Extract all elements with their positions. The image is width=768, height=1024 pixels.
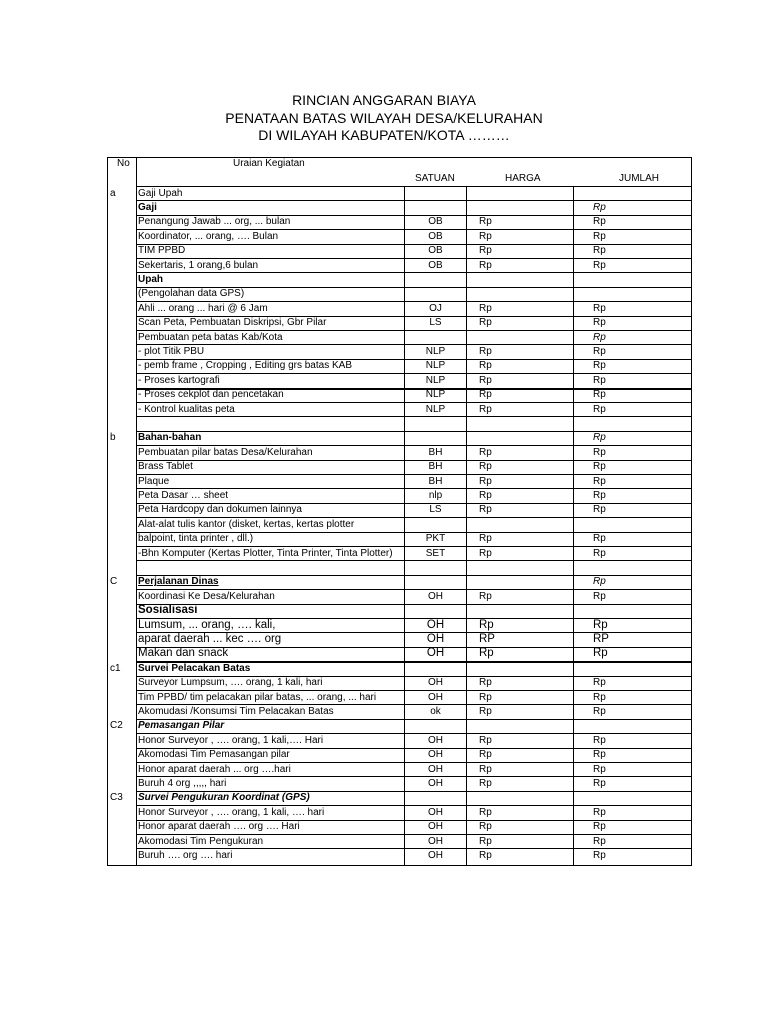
cell-uraian: aparat daerah ... kec …. org — [138, 632, 282, 645]
cell-jumlah: Rp — [593, 691, 606, 703]
cell-uraian: Pembuatan pilar batas Desa/Kelurahan — [138, 446, 313, 458]
cell-satuan: SET — [425, 547, 446, 559]
cell-satuan: NLP — [425, 374, 446, 386]
cell-uraian: - pemb frame , Cropping , Editing grs batas KAB — [138, 360, 352, 372]
cell-jumlah: Rp — [593, 590, 606, 602]
cell-harga: Rp — [479, 302, 492, 314]
cell-uraian: - Kontrol kualitas peta — [138, 403, 235, 415]
cell-satuan: ok — [430, 705, 441, 717]
cell-jumlah: Rp — [593, 777, 606, 789]
cell-harga: Rp — [479, 360, 492, 372]
cell-uraian: Pembuatan peta batas Kab/Kota — [138, 331, 283, 343]
cell-uraian: Peta Dasar … sheet — [138, 489, 229, 501]
cell-uraian: Honor aparat daerah …. org …. Hari — [138, 821, 300, 833]
cell-uraian: Sekertaris, 1 orang,6 bulan — [138, 259, 259, 271]
cell-jumlah: Rp — [593, 302, 606, 314]
cell-jumlah: Rp — [593, 504, 606, 516]
cell-uraian: Peta Hardcopy dan dokumen lainnya — [138, 504, 302, 516]
cell-satuan: OH — [428, 806, 443, 818]
cell-jumlah: Rp — [593, 201, 606, 213]
cell-uraian: - Proses cekplot dan pencetakan — [138, 389, 284, 401]
cell-satuan: OH — [428, 691, 443, 703]
cell-uraian: Buruh 4 org ,,,,, hari — [138, 777, 227, 789]
cell-harga: Rp — [479, 763, 492, 775]
cell-uraian: balpoint, tinta printer , dll.) — [138, 533, 254, 545]
cell-uraian: Makan dan snack — [138, 647, 229, 660]
cell-satuan: LS — [429, 504, 442, 516]
cell-jumlah: Rp — [593, 461, 606, 473]
cell-harga: Rp — [479, 446, 492, 458]
cell-harga: Rp — [479, 374, 492, 386]
cell-harga: Rp — [479, 835, 492, 847]
cell-jumlah: Rp — [593, 763, 606, 775]
cell-satuan: BH — [428, 446, 443, 458]
cell-harga: Rp — [479, 705, 492, 717]
cell-satuan: OH — [426, 618, 445, 631]
cell-jumlah: Rp — [593, 403, 606, 415]
cell-satuan: BH — [428, 475, 443, 487]
header-harga: HARGA — [505, 173, 541, 184]
cell-harga: Rp — [479, 533, 492, 545]
cell-satuan: OH — [426, 647, 445, 660]
cell-uraian: Gaji — [138, 201, 157, 213]
cell-no: c1 — [110, 662, 121, 674]
cell-harga: Rp — [479, 618, 494, 631]
cell-jumlah: Rp — [593, 647, 608, 660]
cell-satuan: PKT — [425, 533, 446, 545]
header-no: No — [117, 158, 130, 169]
cell-harga: Rp — [479, 547, 492, 559]
cell-harga: Rp — [479, 230, 492, 242]
cell-harga: Rp — [479, 777, 492, 789]
cell-satuan: OH — [428, 821, 443, 833]
cell-jumlah: Rp — [593, 849, 606, 861]
cell-jumlah: Rp — [593, 734, 606, 746]
cell-jumlah: Rp — [593, 475, 606, 487]
cell-harga: Rp — [479, 734, 492, 746]
cell-uraian: Akomodasi Tim Pengukuran — [138, 835, 264, 847]
cell-jumlah: Rp — [593, 389, 606, 401]
cell-harga: Rp — [479, 691, 492, 703]
cell-uraian: Sosialisasi — [138, 604, 198, 617]
cell-uraian: -Bhn Komputer (Kertas Plotter, Tinta Printer, Tinta Plotter) — [138, 547, 393, 559]
cell-jumlah: Rp — [593, 821, 606, 833]
cell-satuan: OJ — [429, 302, 442, 314]
cell-satuan: NLP — [425, 345, 446, 357]
cell-harga: Rp — [479, 504, 492, 516]
cell-satuan: LS — [429, 317, 442, 329]
cell-jumlah: Rp — [593, 374, 606, 386]
cell-uraian: Surveyor Lumpsum, …. orang, 1 kali, hari — [138, 677, 323, 689]
cell-no: C2 — [110, 720, 123, 732]
cell-jumlah: Rp — [593, 245, 606, 257]
cell-satuan: OB — [428, 216, 443, 228]
cell-no: C3 — [110, 792, 123, 804]
cell-satuan: OH — [428, 590, 443, 602]
cell-no: b — [110, 432, 116, 444]
document-subtitle: PENATAAN BATAS WILAYAH DESA/KELURAHAN — [225, 110, 543, 126]
cell-harga: Rp — [479, 475, 492, 487]
cell-jumlah: Rp — [593, 230, 606, 242]
cell-uraian: Survei Pelacakan Batas — [138, 662, 251, 674]
cell-uraian: TIM PPBD — [138, 245, 186, 257]
cell-satuan: BH — [428, 461, 443, 473]
cell-uraian: Pemasangan Pilar — [138, 720, 225, 732]
cell-jumlah: Rp — [593, 317, 606, 329]
cell-uraian: - plot Titik PBU — [138, 345, 205, 357]
cell-uraian: Penangung Jawab ... org, ... bulan — [138, 216, 291, 228]
cell-jumlah: Rp — [593, 345, 606, 357]
cell-jumlah: Rp — [593, 547, 606, 559]
cell-satuan: OB — [428, 245, 443, 257]
header-satuan: SATUAN — [415, 173, 455, 184]
cell-harga: Rp — [479, 749, 492, 761]
cell-uraian: Plaque — [138, 475, 170, 487]
cell-jumlah: Rp — [593, 216, 606, 228]
cell-jumlah: Rp — [593, 533, 606, 545]
cell-jumlah: Rp — [593, 677, 606, 689]
cell-no: a — [110, 187, 116, 199]
cell-harga: Rp — [479, 245, 492, 257]
cell-uraian: Brass Tablet — [138, 461, 193, 473]
cell-jumlah: Rp — [593, 489, 606, 501]
cell-uraian: Tim PPBD/ tim pelacakan pilar batas, ... orang, ... hari — [138, 691, 377, 703]
cell-harga: Rp — [479, 806, 492, 818]
cell-uraian: Survei Pengukuran Koordinat (GPS) — [138, 792, 310, 804]
cell-satuan: OB — [428, 230, 443, 242]
cell-uraian: Buruh …. org …. hari — [138, 849, 233, 861]
cell-harga: Rp — [479, 216, 492, 228]
cell-harga: Rp — [479, 677, 492, 689]
cell-harga: Rp — [479, 489, 492, 501]
cell-satuan: OH — [428, 849, 443, 861]
column-divider-no — [136, 157, 137, 865]
header-jumlah: JUMLAH — [619, 173, 660, 184]
cell-no: C — [110, 576, 118, 588]
cell-satuan: OH — [428, 763, 443, 775]
cell-jumlah: Rp — [593, 331, 606, 343]
cell-uraian: Bahan-bahan — [138, 432, 202, 444]
cell-jumlah: Rp — [593, 705, 606, 717]
cell-uraian: Honor Surveyor , …. orang, 1 kali,…. Hari — [138, 734, 324, 746]
header-uraian: Uraian Kegiatan — [233, 158, 305, 169]
cell-uraian: Lumsum, ... orang, …. kali, — [138, 618, 276, 631]
cell-harga: Rp — [479, 345, 492, 357]
cell-harga: Rp — [479, 403, 492, 415]
cell-satuan: nlp — [428, 489, 443, 501]
cell-uraian: Scan Peta, Pembuatan Diskripsi, Gbr Pilar — [138, 317, 327, 329]
cell-harga: Rp — [479, 461, 492, 473]
cell-uraian: - Proses kartografi — [138, 374, 220, 386]
cell-satuan: OH — [426, 632, 445, 645]
cell-harga: Rp — [479, 647, 494, 660]
cell-uraian: Alat-alat tulis kantor (disket, kertas, kertas plotter — [138, 518, 355, 530]
cell-jumlah: Rp — [593, 576, 606, 588]
cell-uraian: Perjalanan Dinas — [138, 576, 219, 588]
cell-satuan: OH — [428, 835, 443, 847]
cell-jumlah: Rp — [593, 446, 606, 458]
cell-harga: RP — [479, 632, 495, 645]
cell-satuan: OB — [428, 259, 443, 271]
cell-uraian: Ahli ... orang ... hari @ 6 Jam — [138, 302, 268, 314]
cell-harga: Rp — [479, 849, 492, 861]
cell-jumlah: Rp — [593, 806, 606, 818]
budget-table — [107, 157, 692, 866]
cell-jumlah: Rp — [593, 432, 606, 444]
cell-uraian: Koordinator, ... orang, …. Bulan — [138, 230, 279, 242]
cell-uraian: Gaji Upah — [138, 187, 183, 199]
cell-uraian: Honor Surveyor , …. orang, 1 kali, …. hari — [138, 806, 325, 818]
cell-uraian: Akomodasi Tim Pemasangan pilar — [138, 749, 290, 761]
cell-jumlah: Rp — [593, 835, 606, 847]
row-line — [136, 416, 691, 417]
cell-jumlah: Rp — [593, 749, 606, 761]
row-line — [136, 560, 691, 561]
cell-satuan: OH — [428, 749, 443, 761]
cell-harga: Rp — [479, 317, 492, 329]
cell-harga: Rp — [479, 259, 492, 271]
cell-satuan: NLP — [425, 403, 446, 415]
document-subtitle-region: DI WILAYAH KABUPATEN/KOTA ……… — [258, 127, 510, 143]
cell-harga: Rp — [479, 821, 492, 833]
cell-satuan: OH — [428, 677, 443, 689]
document-title: RINCIAN ANGGARAN BIAYA — [292, 92, 476, 108]
cell-uraian: (Pengolahan data GPS) — [138, 288, 245, 300]
cell-satuan: OH — [428, 777, 443, 789]
cell-harga: Rp — [479, 590, 492, 602]
cell-harga: Rp — [479, 389, 492, 401]
cell-jumlah: Rp — [593, 618, 608, 631]
cell-jumlah: Rp — [593, 360, 606, 372]
cell-jumlah: RP — [593, 632, 609, 645]
cell-uraian: Koordinasi Ke Desa/Kelurahan — [138, 590, 275, 602]
cell-uraian: Akomudasi /Konsumsi Tim Pelacakan Batas — [138, 705, 334, 717]
cell-satuan: NLP — [425, 360, 446, 372]
cell-satuan: OH — [428, 734, 443, 746]
cell-uraian: Honor aparat daerah ... org ….hari — [138, 763, 291, 775]
cell-uraian: Upah — [138, 273, 163, 285]
cell-satuan: NLP — [425, 389, 446, 401]
cell-jumlah: Rp — [593, 259, 606, 271]
